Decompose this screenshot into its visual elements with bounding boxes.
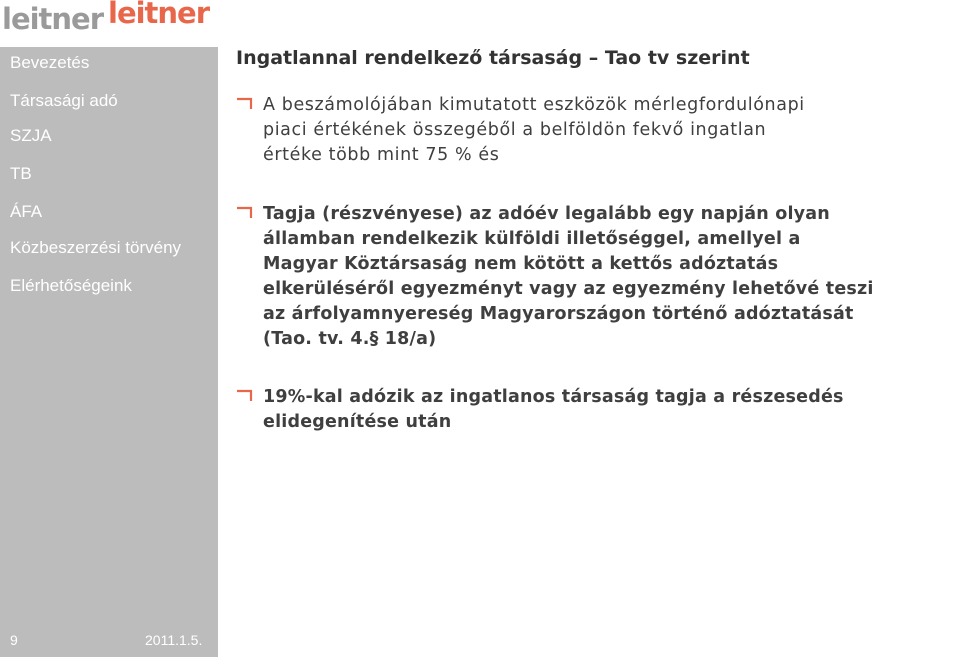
sidebar-item-tarsasagi-ado[interactable]: Társasági adó (10, 91, 118, 110)
bullet-arrow-icon (236, 97, 253, 111)
slide-date: 2011.1.5. (145, 632, 203, 648)
sidebar-item-afa[interactable]: ÁFA (10, 202, 43, 221)
bullet-1-text (263, 93, 805, 168)
sidebar-item-elerhetosegeink[interactable]: Elérhetőségeink (10, 276, 132, 295)
bullet-2-line: elkerüléséről egyezményt vagy az egyezmény lehetővé teszi (263, 279, 874, 299)
bullet-arrow-icon (236, 389, 253, 403)
bullet-2-line: Tagja (részvényese) az adóév legalább egy napján olyan (263, 204, 830, 224)
bullet-2-line: (Tao. tv. 4.§ 18/a) (263, 329, 437, 349)
bullet-3-line: 19%-kal adózik az ingatlanos társaság tagja a részesedés (263, 387, 844, 407)
page-number: 9 (10, 632, 18, 648)
logo-text-gray: leitner (2, 2, 104, 36)
bullet-2-line: Magyar Köztársaság nem kötött a kettős adóztatás (263, 254, 779, 274)
bullet-3-line: elidegenítése után (263, 412, 452, 432)
bullet-1-line: A beszámolójában kimutatott eszközök mérlegfordulónapi (263, 95, 805, 115)
bullet-1-line: értéke több mint 75 % és (263, 145, 500, 165)
logo-text-orange: leitner (108, 0, 210, 30)
bullet-1-line: piaci értékének összegéből a belföldön fekvő ingatlan (263, 120, 767, 140)
sidebar-item-tb[interactable]: TB (10, 164, 32, 183)
bullet-2-line: az árfolyamnyereség Magyarországon történő adóztatását (263, 304, 854, 324)
bullet-3-text (263, 385, 844, 435)
sidebar-item-szja[interactable]: SZJA (10, 126, 52, 145)
sidebar-item-bevezetes[interactable]: Bevezetés (10, 53, 90, 72)
bullet-2-line: államban rendelkezik külföldi illetőséggel, amellyel a (263, 229, 801, 249)
slide-title: Ingatlannal rendelkező társaság – Tao tv szerint (236, 47, 750, 69)
sidebar (0, 47, 218, 657)
sidebar-item-kozbeszerzesi-torveny[interactable]: Közbeszerzési törvény (10, 238, 182, 257)
bullet-2-text (263, 202, 874, 352)
bullet-arrow-icon (236, 206, 253, 220)
